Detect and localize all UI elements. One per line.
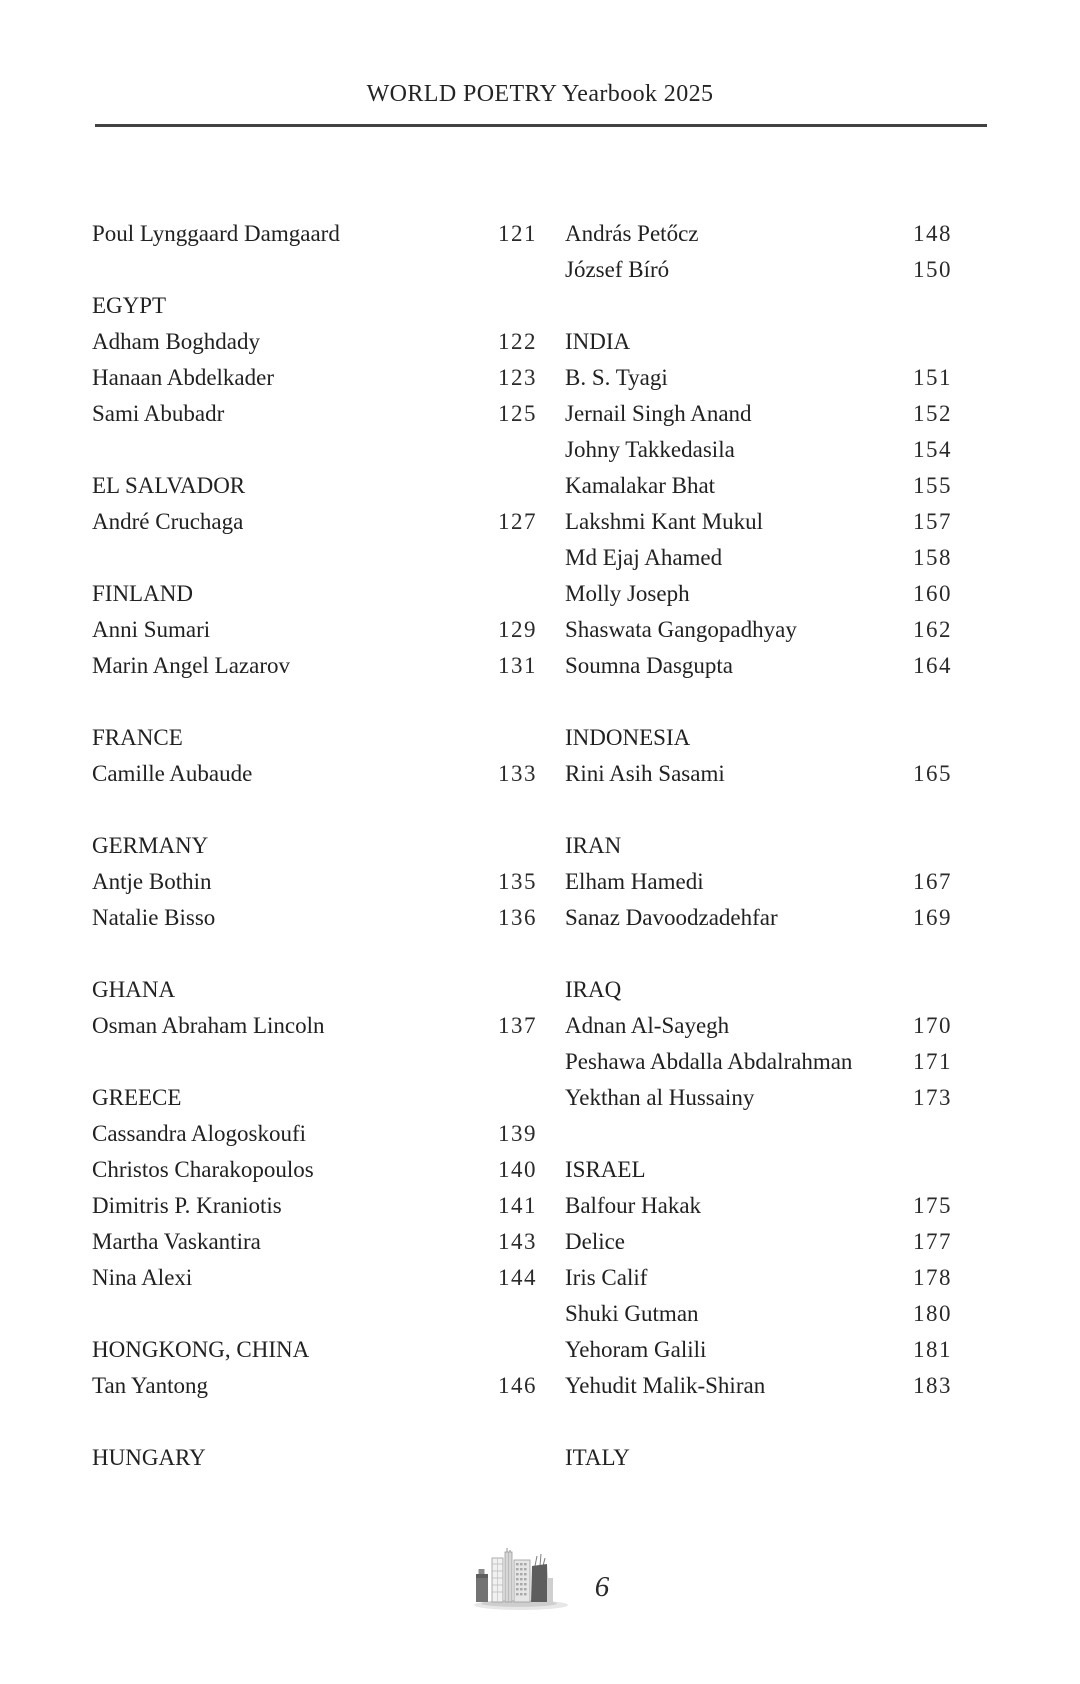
toc-country-row <box>92 972 552 1008</box>
toc-entry-page: 177 <box>913 1229 952 1254</box>
toc-entry-name: Sami Abubadr <box>92 401 225 426</box>
toc-blank-row <box>92 1044 552 1080</box>
toc-entry-name: Nina Alexi <box>92 1265 193 1290</box>
toc-country-row <box>565 1152 1005 1188</box>
toc-entry-row <box>92 612 552 648</box>
toc-entry-name: Md Ejaj Ahamed <box>565 545 723 570</box>
toc-entry-page: 164 <box>913 653 952 678</box>
toc-country-row <box>565 1440 1005 1476</box>
toc-entry-page: 129 <box>498 617 537 642</box>
toc-country-row <box>92 828 552 864</box>
toc-entry-name: Poul Lynggaard Damgaard <box>92 221 340 246</box>
toc-entry-name: Shuki Gutman <box>565 1301 699 1326</box>
toc-entry-name: Sanaz Davoodzadehfar <box>565 905 778 930</box>
toc-entry-row <box>565 1332 1005 1368</box>
toc-country-row <box>565 324 1005 360</box>
toc-entry-name: Dimitris P. Kraniotis <box>92 1193 282 1218</box>
toc-entry-name: Lakshmi Kant Mukul <box>565 509 764 534</box>
toc-entry-page: 131 <box>498 653 537 678</box>
toc-entry-row <box>92 1368 552 1404</box>
toc-entry-name: Yehoram Galili <box>565 1337 707 1362</box>
toc-entry-row <box>565 216 1005 252</box>
toc-entry-page: 170 <box>913 1013 952 1038</box>
toc-entry-row <box>565 468 1005 504</box>
toc-entry-name: André Cruchaga <box>92 509 244 534</box>
toc-blank-row <box>565 936 1005 972</box>
toc-entry-row <box>565 756 1005 792</box>
toc-country-label: IRAN <box>565 833 622 858</box>
toc-entry-row <box>565 864 1005 900</box>
toc-entry-row <box>565 1044 1005 1080</box>
toc-entry-page: 148 <box>913 221 952 246</box>
toc-entry-page: 150 <box>913 257 952 282</box>
toc-country-row <box>92 1080 552 1116</box>
toc-entry-row <box>565 576 1005 612</box>
toc-entry-page: 173 <box>913 1085 952 1110</box>
page-footer <box>0 1548 1080 1612</box>
toc-entry-name: András Petőcz <box>565 221 699 246</box>
toc-entry-name: Molly Joseph <box>565 581 690 606</box>
toc-entry-page: 144 <box>498 1265 537 1290</box>
toc-country-row <box>92 1440 552 1476</box>
toc-blank-row <box>92 252 552 288</box>
toc-column-right <box>565 216 1005 1476</box>
toc-entry-page: 152 <box>913 401 952 426</box>
toc-entry-name: Camille Aubaude <box>92 761 253 786</box>
toc-entry-row <box>565 1224 1005 1260</box>
toc-country-row <box>565 972 1005 1008</box>
city-buildings-sketch-icon <box>471 1548 571 1612</box>
toc-entry-name: Martha Vaskantira <box>92 1229 261 1254</box>
toc-entry-name: József Bíró <box>565 257 670 282</box>
toc-country-label: FINLAND <box>92 581 193 606</box>
toc-entry-row <box>92 1116 552 1152</box>
toc-entry-name: Rini Asih Sasami <box>565 761 725 786</box>
toc-entry-page: 127 <box>498 509 537 534</box>
toc-entry-row <box>92 648 552 684</box>
toc-entry-row <box>565 504 1005 540</box>
toc-entry-row <box>565 900 1005 936</box>
toc-entry-row <box>565 540 1005 576</box>
toc-entry-name: Marin Angel Lazarov <box>92 653 290 678</box>
toc-entry-name: Elham Hamedi <box>565 869 704 894</box>
toc-entry-page: 180 <box>913 1301 952 1326</box>
toc-entry-page: 133 <box>498 761 537 786</box>
toc-entry-row <box>92 1152 552 1188</box>
header-rule <box>95 124 987 127</box>
toc-entry-name: Kamalakar Bhat <box>565 473 716 498</box>
toc-entry-page: 136 <box>498 905 537 930</box>
toc-entry-row <box>565 1296 1005 1332</box>
toc-entry-name: Tan Yantong <box>92 1373 208 1398</box>
toc-country-row <box>92 1332 552 1368</box>
toc-entry-row <box>565 648 1005 684</box>
toc-entry-page: 135 <box>498 869 537 894</box>
toc-country-label: ITALY <box>565 1445 630 1470</box>
toc-country-row <box>565 828 1005 864</box>
toc-entry-page: 154 <box>913 437 952 462</box>
toc-column-left <box>92 216 552 1476</box>
toc-entry-page: 181 <box>913 1337 952 1362</box>
toc-blank-row <box>92 432 552 468</box>
toc-entry-row <box>565 360 1005 396</box>
toc-entry-name: Peshawa Abdalla Abdalrahman <box>565 1049 853 1074</box>
toc-blank-row <box>565 288 1005 324</box>
toc-entry-name: Adham Boghdady <box>92 329 261 354</box>
page-number: 6 <box>594 1571 610 1603</box>
toc-entry-name: Delice <box>565 1229 626 1254</box>
toc-entry-name: Christos Charakopoulos <box>92 1157 314 1182</box>
toc-entry-name: Anni Sumari <box>92 617 211 642</box>
toc-entry-name: Balfour Hakak <box>565 1193 702 1218</box>
toc-entry-name: Shaswata Gangopadhyay <box>565 617 797 642</box>
toc-entry-page: 171 <box>913 1049 952 1074</box>
toc-entry-page: 160 <box>913 581 952 606</box>
toc-entry-name: Jernail Singh Anand <box>565 401 752 426</box>
toc-entry-row <box>565 1080 1005 1116</box>
toc-country-label: HUNGARY <box>92 1445 206 1470</box>
toc-entry-row <box>565 432 1005 468</box>
toc-country-label: HONGKONG, CHINA <box>92 1337 310 1362</box>
toc-entry-name: Natalie Bisso <box>92 905 216 930</box>
toc-blank-row <box>92 1296 552 1332</box>
toc-entry-page: 167 <box>913 869 952 894</box>
toc-blank-row <box>565 1116 1005 1152</box>
toc-entry-row <box>92 396 552 432</box>
toc-entry-row <box>92 504 552 540</box>
toc-entry-name: Yekthan al Hussainy <box>565 1085 755 1110</box>
toc-entry-page: 123 <box>498 365 537 390</box>
toc-entry-row <box>92 216 552 252</box>
toc-entry-name: Osman Abraham Lincoln <box>92 1013 325 1038</box>
toc-entry-name: Antje Bothin <box>92 869 212 894</box>
toc-entry-page: 183 <box>913 1373 952 1398</box>
toc-entry-page: 140 <box>498 1157 537 1182</box>
toc-entry-page: 122 <box>498 329 537 354</box>
toc-entry-name: Hanaan Abdelkader <box>92 365 275 390</box>
toc-entry-row <box>565 1188 1005 1224</box>
toc-entry-page: 146 <box>498 1373 537 1398</box>
toc-blank-row <box>92 684 552 720</box>
toc-entry-name: Yehudit Malik-Shiran <box>565 1373 766 1398</box>
toc-entry-page: 141 <box>498 1193 537 1218</box>
toc-entry-row <box>92 756 552 792</box>
toc-entry-row <box>565 612 1005 648</box>
toc-entry-name: Adnan Al-Sayegh <box>565 1013 730 1038</box>
toc-blank-row <box>92 792 552 828</box>
toc-blank-row <box>565 1404 1005 1440</box>
toc-country-row <box>565 720 1005 756</box>
toc-entry-page: 155 <box>913 473 952 498</box>
toc-entry-row <box>92 360 552 396</box>
toc-entry-page: 151 <box>913 365 952 390</box>
toc-entry-page: 165 <box>913 761 952 786</box>
toc-entry-page: 139 <box>498 1121 537 1146</box>
toc-entry-row <box>565 1260 1005 1296</box>
toc-entry-page: 175 <box>913 1193 952 1218</box>
toc-country-label: FRANCE <box>92 725 183 750</box>
toc-country-label: GHANA <box>92 977 176 1002</box>
toc-country-row <box>92 288 552 324</box>
toc-blank-row <box>92 540 552 576</box>
toc-entry-row <box>565 1368 1005 1404</box>
toc-entry-name: Johny Takkedasila <box>565 437 735 462</box>
toc-entry-page: 162 <box>913 617 952 642</box>
toc-entry-name: Iris Calif <box>565 1265 648 1290</box>
toc-country-label: ISRAEL <box>565 1157 646 1182</box>
toc-country-row <box>92 720 552 756</box>
toc-entry-page: 121 <box>498 221 537 246</box>
toc-country-label: EL SALVADOR <box>92 473 246 498</box>
toc-entry-page: 178 <box>913 1265 952 1290</box>
toc-entry-row <box>92 1224 552 1260</box>
toc-entry-name: Cassandra Alogoskoufi <box>92 1121 307 1146</box>
toc-entry-row <box>92 864 552 900</box>
toc-entry-row <box>92 324 552 360</box>
toc-blank-row <box>92 1404 552 1440</box>
toc-entry-page: 125 <box>498 401 537 426</box>
toc-country-row <box>92 576 552 612</box>
toc-entry-page: 137 <box>498 1013 537 1038</box>
toc-blank-row <box>565 792 1005 828</box>
toc-country-label: INDIA <box>565 329 631 354</box>
page-title: WORLD POETRY Yearbook 2025 <box>366 81 714 107</box>
toc-country-label: GERMANY <box>92 833 209 858</box>
toc-entry-row <box>565 1008 1005 1044</box>
toc-blank-row <box>92 936 552 972</box>
toc-entry-row <box>92 1188 552 1224</box>
toc-entry-page: 157 <box>913 509 952 534</box>
toc-country-label: GREECE <box>92 1085 182 1110</box>
toc-entry-row <box>92 1260 552 1296</box>
toc-entry-row <box>565 396 1005 432</box>
toc-country-label: EGYPT <box>92 293 167 318</box>
toc-blank-row <box>565 684 1005 720</box>
toc-entry-row <box>565 252 1005 288</box>
toc-entry-row <box>92 900 552 936</box>
toc-entry-page: 158 <box>913 545 952 570</box>
toc-entry-page: 143 <box>498 1229 537 1254</box>
toc-country-label: INDONESIA <box>565 725 691 750</box>
toc-country-label: IRAQ <box>565 977 622 1002</box>
toc-entry-row <box>92 1008 552 1044</box>
toc-country-row <box>92 468 552 504</box>
toc-entry-name: B. S. Tyagi <box>565 365 668 390</box>
toc-entry-name: Soumna Dasgupta <box>565 653 734 678</box>
toc-entry-page: 169 <box>913 905 952 930</box>
